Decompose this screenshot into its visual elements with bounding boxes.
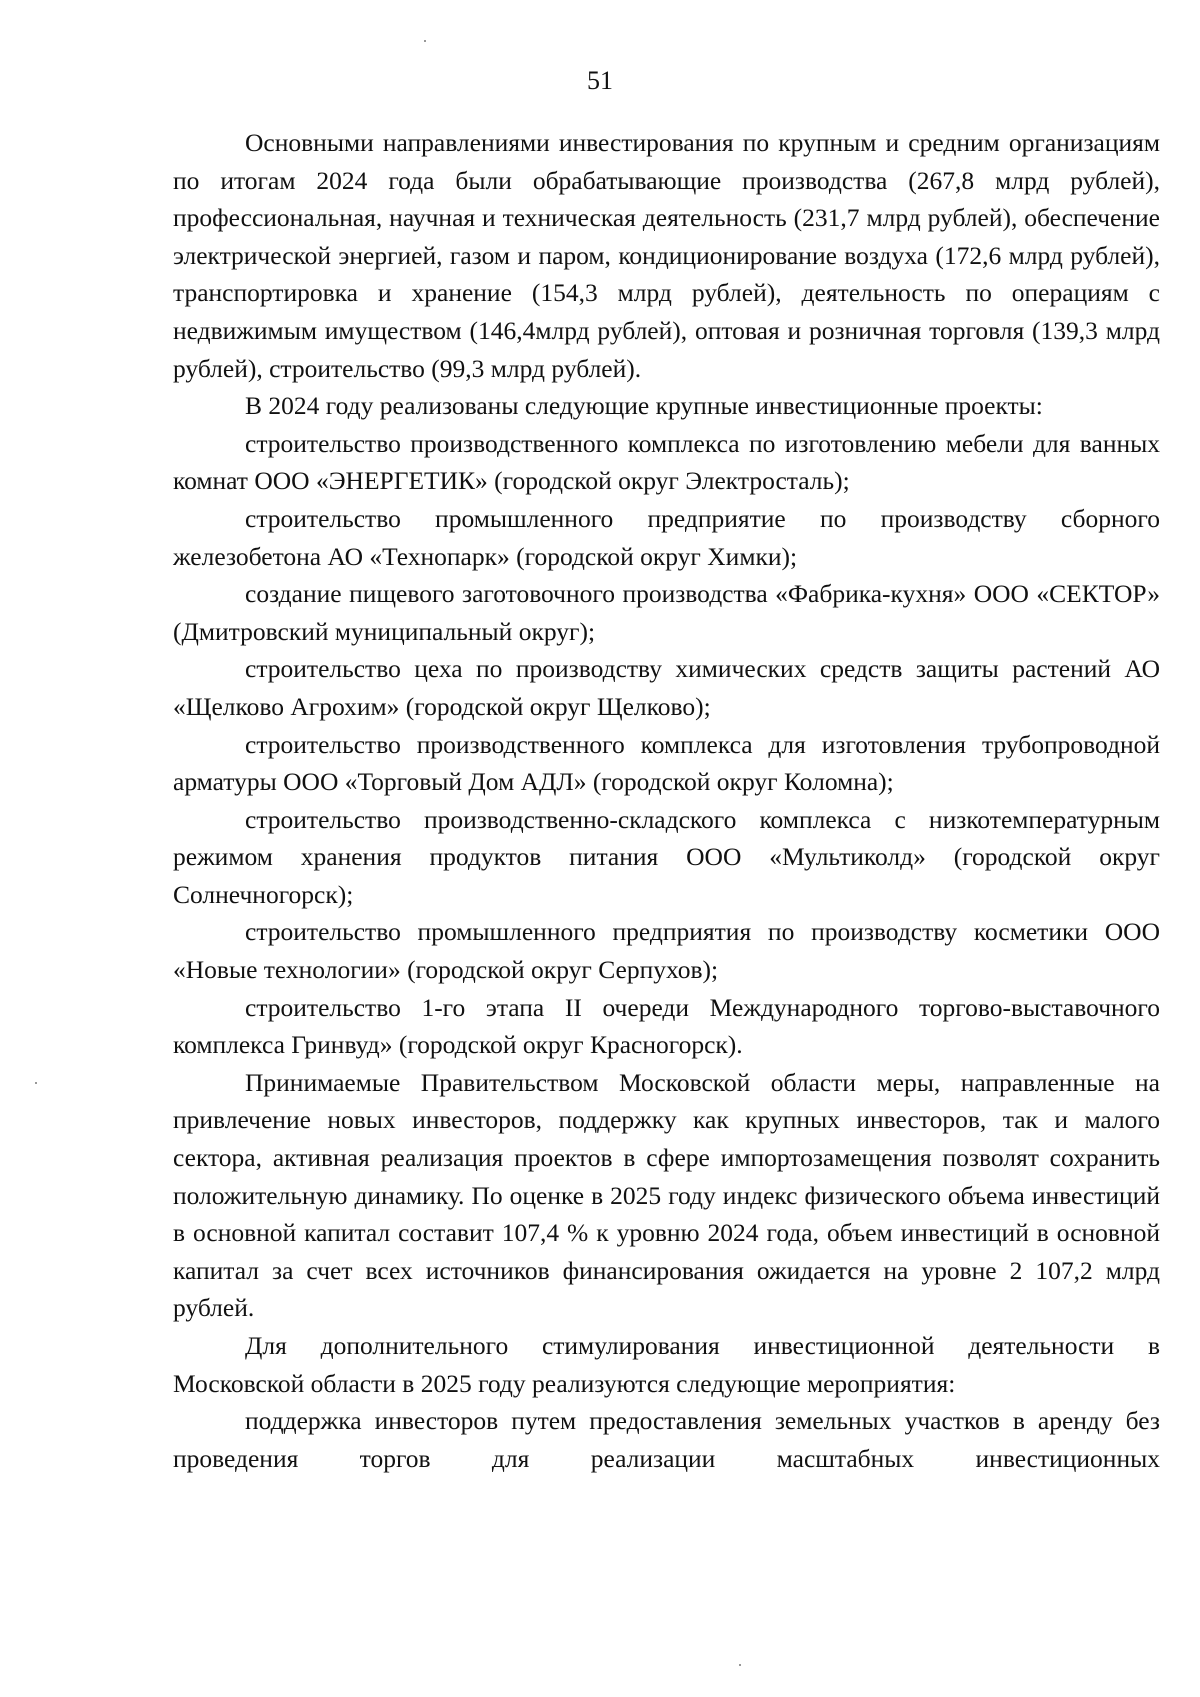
paragraph-2025-measures-intro: Для дополнительного стимулирования инвестиционной деятельности в Московской области в 2025 году реализуются следующие мероприятия:	[173, 1331, 1160, 1398]
scan-speck	[424, 40, 426, 42]
paragraph-project-multikold: строительство производственно-складского комплекса с низкотемпературным режимом хранения продуктов питания ООО «Мультиколд» (городской округ Солнечногорск);	[173, 804, 1160, 909]
paragraph-project-sektor: создание пищевого заготовочного производства «Фабрика-кухня» ООО «СЕКТОР» (Дмитровский муниципальный округ);	[173, 579, 1160, 646]
paragraph-project-adl: строительство производственного комплекса для изготовления трубопроводной арматуры ООО «Торговый Дом АДЛ» (городской округ Коломна);	[173, 729, 1160, 797]
paragraph-projects-intro: В 2024 году реализованы следующие крупные инвестиционные проекты:	[245, 391, 1043, 421]
scan-speck	[35, 1082, 37, 1084]
page-number: 51	[587, 66, 613, 95]
paragraph-project-grinvud: строительство 1-го этапа II очереди Международного торгово-выставочного комплекса Гринвуд» (городской округ Красногорск).	[173, 992, 1160, 1060]
document-body	[173, 124, 1160, 1477]
paragraph-government-measures: Принимаемые Правительством Московской области меры, направленные на привлечение новых инвесторов, поддержку как крупных инвесторов, так и малого сектора, активная реализация проектов в сфере импортозамещения позволят сохранить положительную динамику. По оценке в 2025 году индекс физического объема инвестиций в основной капитал составит 107,4 % к уровню 2024 года, объем инвестиций в основной капитал за счет всех источников финансирования ожидается на уровне 2 107,2 млрд рублей.	[173, 1067, 1160, 1323]
paragraph-investment-directions: Основными направлениями инвестирования по крупным и средним организациям по итогам 2024 года были обрабатывающие производства (267,8 млрд рублей), профессиональная, научная и техническая деятельность (231,7 млрд рублей), обеспечение электрической энергией, газом и паром, кондиционирование воздуха (172,6 млрд рублей), транспортировка и хранение (154,3 млрд рублей), деятельность по операциям с недвижимым имуществом (146,4млрд рублей), оптовая и розничная торговля (139,3 млрд рублей), строительство (99,3 млрд рублей).	[173, 128, 1160, 383]
paragraph-project-energetik: строительство производственного комплекса по изготовлению мебели для ванных комнат ООО «ЭНЕРГЕТИК» (городской округ Электросталь);	[173, 428, 1160, 496]
paragraph-project-technopark: строительство промышленного предприятие по производству сборного железобетона АО «Технопарк» (городской округ Химки);	[173, 503, 1160, 571]
paragraph-land-support: поддержка инвесторов путем предоставления земельных участков в аренду без проведения торгов для реализации масштабных инвестиционных	[173, 1406, 1160, 1473]
paragraph-project-novye-tekhnologii: строительство промышленного предприятия по производству косметики ООО «Новые технологии» (городской округ Серпухов);	[173, 917, 1160, 985]
paragraph-project-agrokhim: строительство цеха по производству химических средств защиты растений АО «Щелково Агрохим» (городской округ Щелково);	[173, 654, 1160, 721]
scan-speck	[739, 1664, 741, 1666]
